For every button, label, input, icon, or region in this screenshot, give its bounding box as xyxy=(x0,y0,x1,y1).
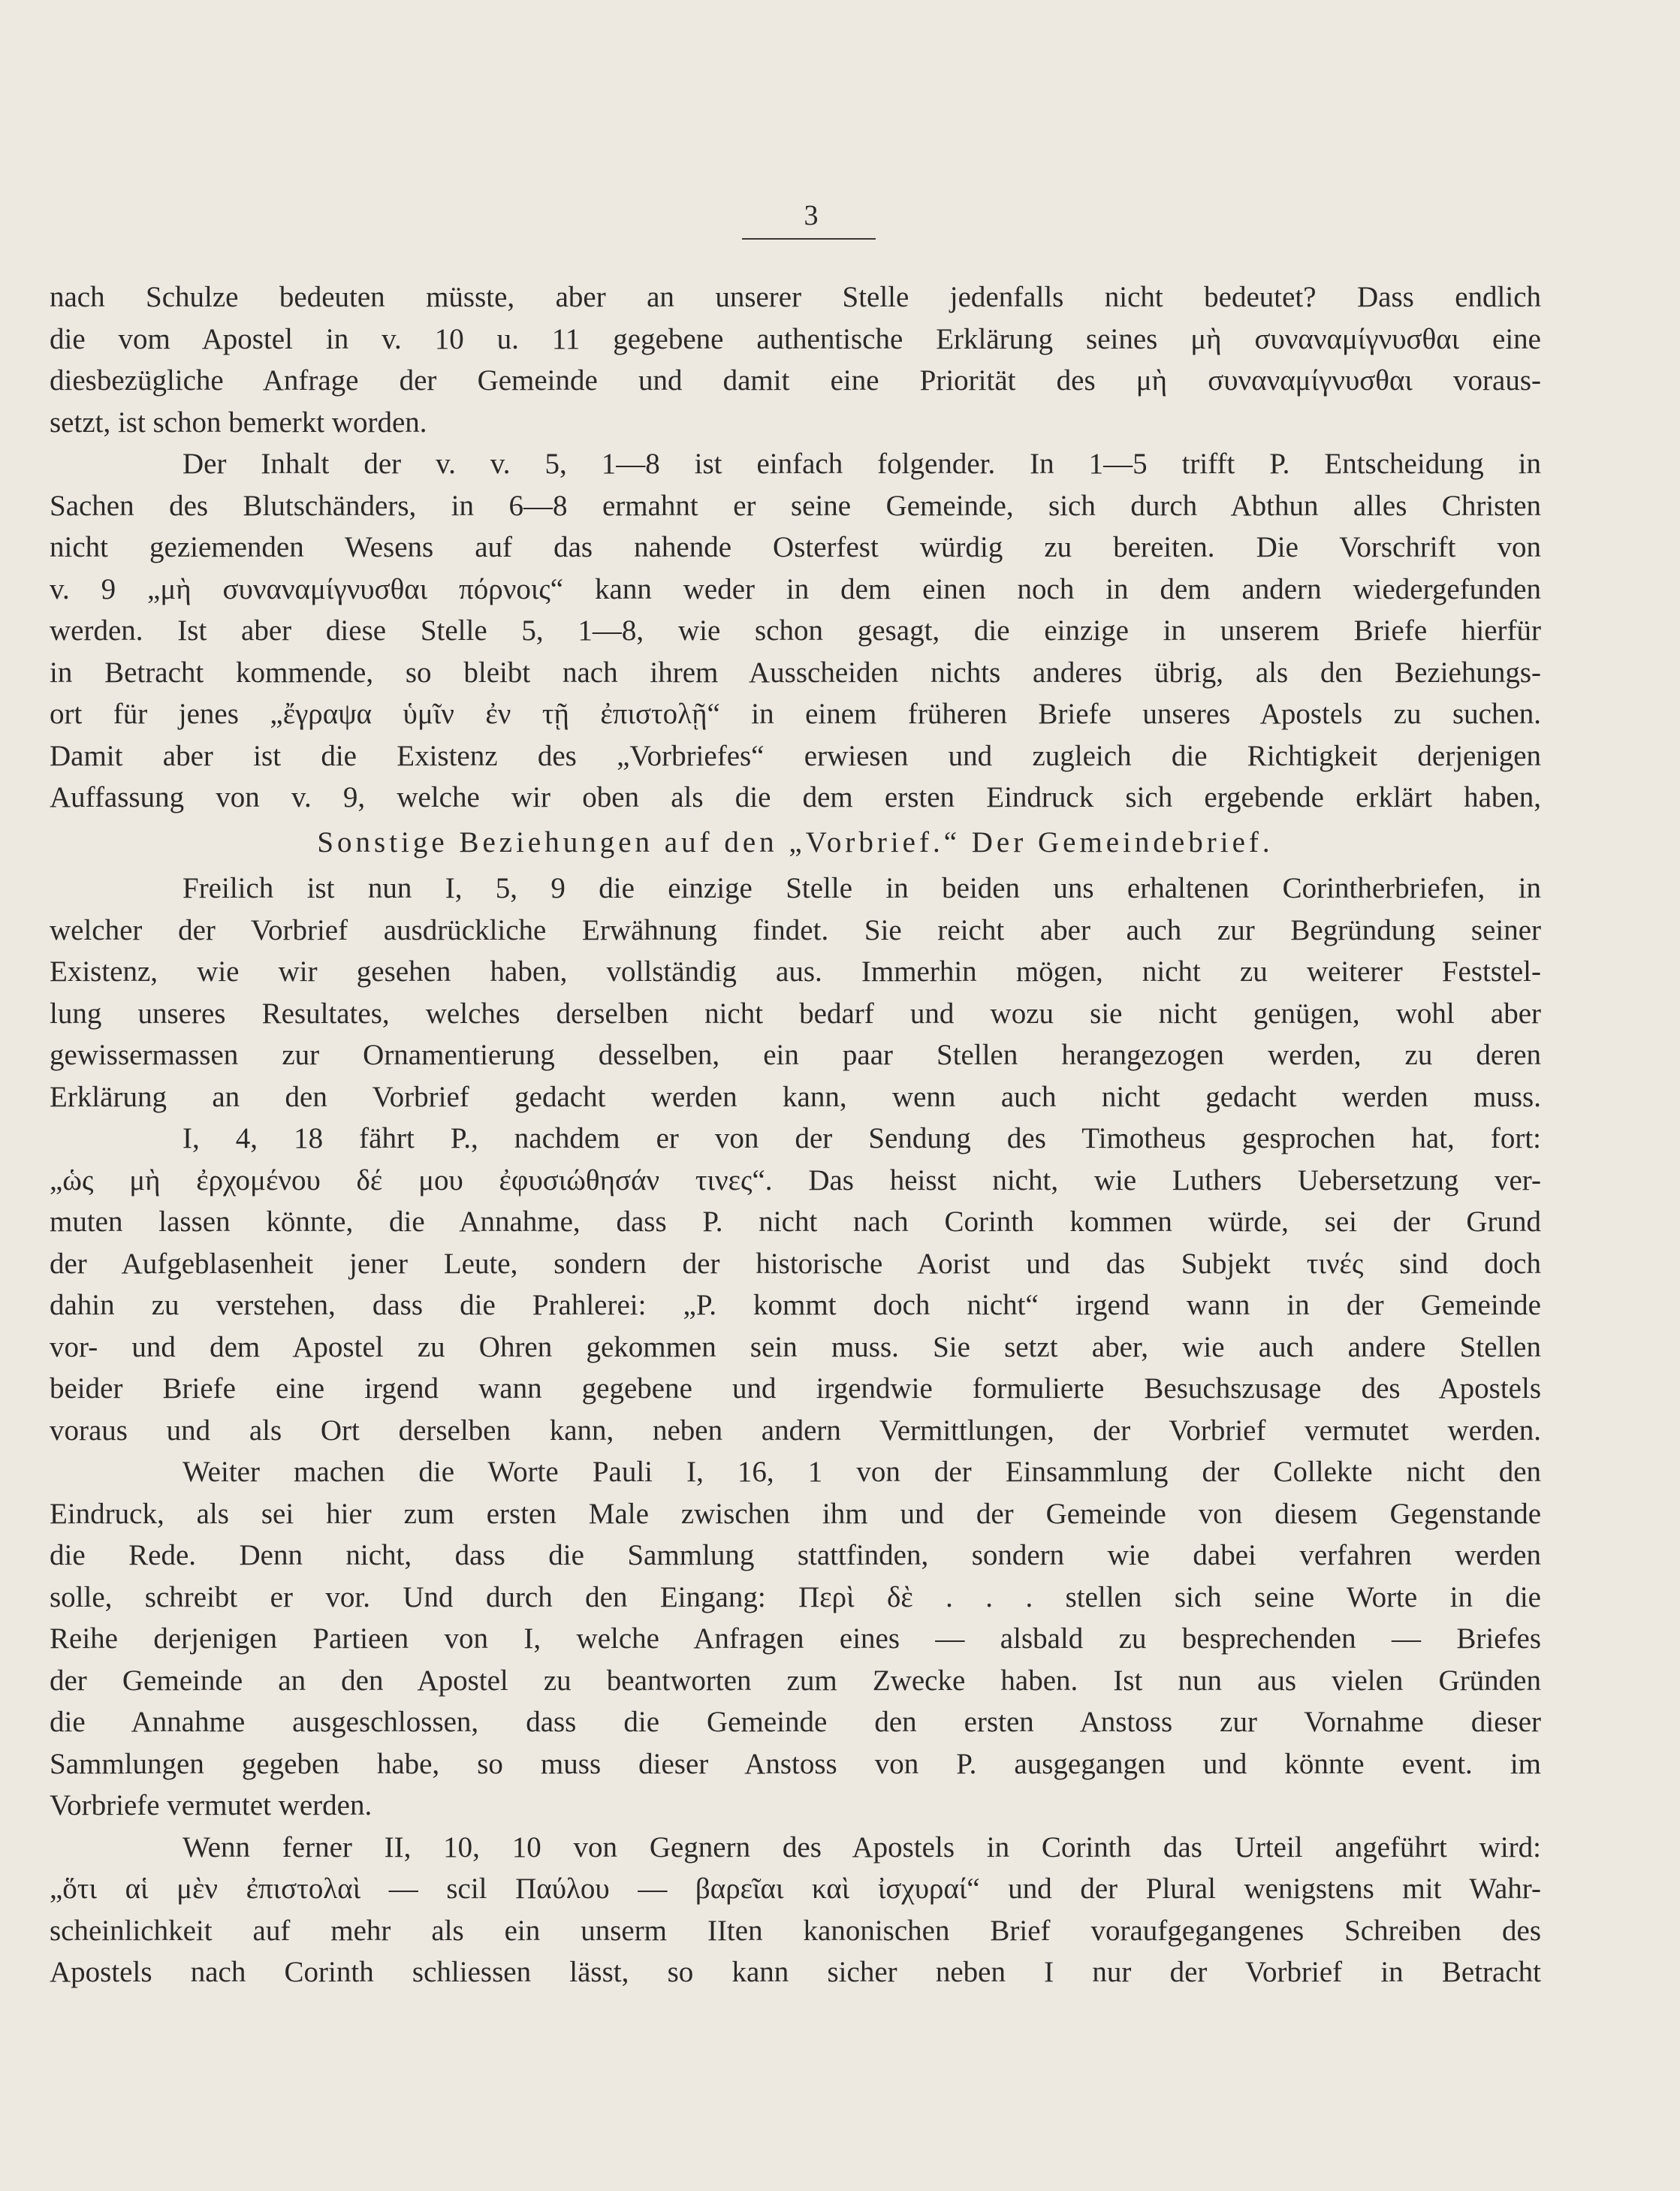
text-line: setzt, ist schon bemerkt worden. xyxy=(50,406,427,439)
text-line: lung unseres Resultates, welches derselben nicht bedarf und wozu sie nicht genügen, wohl aber xyxy=(50,997,1541,1030)
text-line: werden. Ist aber diese Stelle 5, 1—8, wie schon gesagt, die einzige in unserem Briefe hierfür xyxy=(50,614,1541,647)
text-line: Der Inhalt der v. v. 5, 1—8 ist einfach folgender. In 1—5 trifft P. Entscheidung in xyxy=(182,448,1541,480)
text-line: scheinlichkeit auf mehr als ein unserm IIten kanonischen Brief voraufgegangenes Schreiben des xyxy=(50,1914,1541,1947)
text-line: „ὡς μὴ ἐρχομένου δέ μου ἐφυσιώθησάν τινες“. Das heisst nicht, wie Luthers Uebersetzung ver- xyxy=(50,1163,1541,1197)
text-line: beider Briefe eine irgend wann gegebene und irgendwie formulierte Besuchszusage des Apostels xyxy=(50,1372,1541,1405)
text-line: diesbezügliche Anfrage der Gemeinde und damit eine Priorität des μὴ συναναμίγνυσθαι voraus- xyxy=(50,364,1541,397)
text-line: v. 9 „μὴ συναναμίγνυσθαι πόρνοις“ kann weder in dem einen noch in dem andern wiedergefunden xyxy=(50,572,1541,605)
text-line: die vom Apostel in v. 10 u. 11 gegebene authentische Erklärung seines μὴ συναναμίγνυσθαι eine xyxy=(50,322,1541,355)
page-number: 3 xyxy=(804,200,819,231)
text-line: voraus und als Ort derselben kann, neben andern Vermittlungen, der Vorbrief vermutet werden. xyxy=(50,1414,1541,1447)
text-line: dahin zu verstehen, dass die Prahlerei: „P. kommt doch nicht“ irgend wann in der Gemeinde xyxy=(50,1289,1541,1321)
text-line: der Gemeinde an den Apostel zu beantworten zum Zwecke haben. Ist nun aus vielen Gründen xyxy=(50,1664,1541,1697)
text-line: Sammlungen gegeben habe, so muss dieser Anstoss von P. ausgegangen und könnte event. im xyxy=(50,1747,1541,1780)
text-line: Eindruck, als sei hier zum ersten Male zwischen ihm und der Gemeinde von diesem Gegenstande xyxy=(50,1497,1541,1530)
text-line: „ὅτι αἱ μὲν ἐπιστολαὶ — scil Παύλου — βαρεῖαι καὶ ἰσχυραί“ und der Plural wenigstens mit Wahr- xyxy=(50,1873,1541,1905)
text-line: muten lassen könnte, die Annahme, dass P. nicht nach Corinth kommen würde, sei der Grund xyxy=(50,1206,1541,1238)
text-line: Erklärung an den Vorbrief gedacht werden kann, wenn auch nicht gedacht werden muss. xyxy=(50,1080,1541,1113)
text-line: Wenn ferner II, 10, 10 von Gegnern des Apostels in Corinth das Urteil angeführt wird: xyxy=(182,1830,1541,1864)
text-line: Reihe derjenigen Partieen von I, welche Anfragen eines — alsbald zu besprechenden — Briefes xyxy=(50,1622,1541,1655)
text-line: ort für jenes „ἔγραψα ὑμῖν ἐν τῇ ἐπιστολῇ“ in einem früheren Briefe unseres Apostels zu suchen. xyxy=(50,698,1541,730)
text-line: Sachen des Blutschänders, in 6—8 ermahnt er seine Gemeinde, sich durch Abthun alles Christen xyxy=(50,489,1541,522)
text-line: I, 4, 18 fährt P., nachdem er von der Sendung des Timotheus gesprochen hat, fort: xyxy=(182,1122,1541,1154)
text-line: solle, schreibt er vor. Und durch den Eingang: Περὶ δὲ . . . stellen sich seine Worte in die xyxy=(50,1580,1541,1613)
page-number-rule xyxy=(742,238,876,240)
text-line: die Rede. Denn nicht, dass die Sammlung stattfinden, sondern wie dabei verfahren werden xyxy=(50,1539,1541,1571)
text-line: in Betracht kommende, so bleibt nach ihrem Ausscheiden nichts anderes übrig, als den Beziehungs- xyxy=(50,656,1541,689)
text-line: Apostels nach Corinth schliessen lässt, so kann sicher neben I nur der Vorbrief in Betracht xyxy=(50,1956,1541,1988)
text-line: nach Schulze bedeuten müsste, aber an unserer Stelle jedenfalls nicht bedeutet? Dass endlich xyxy=(50,281,1541,313)
text-line: Freilich ist nun I, 5, 9 die einzige Stelle in beiden uns erhaltenen Corintherbriefen, in xyxy=(182,872,1541,904)
text-line: Weiter machen die Worte Pauli I, 16, 1 von der Einsammlung der Collekte nicht den xyxy=(182,1456,1541,1488)
text-line: Existenz, wie wir gesehen haben, vollständig aus. Immerhin mögen, nicht zu weiterer Feststel- xyxy=(50,955,1541,988)
text-line: Damit aber ist die Existenz des „Vorbriefes“ erwiesen und zugleich die Richtigkeit derjenigen xyxy=(50,739,1541,772)
text-line: welcher der Vorbrief ausdrückliche Erwähnung findet. Sie reicht aber auch zur Begründung seiner xyxy=(50,913,1541,946)
text-line: vor- und dem Apostel zu Ohren gekommen sein muss. Sie setzt aber, wie auch andere Stellen xyxy=(50,1330,1541,1363)
body-text xyxy=(50,276,1541,1993)
text-line: Auffassung von v. 9, welche wir oben als die dem ersten Eindruck sich ergebende erklärt haben, xyxy=(50,781,1541,813)
text-line: nicht geziemenden Wesens auf das nahende Osterfest würdig zu bereiten. Die Vorschrift von xyxy=(50,531,1541,563)
text-line: der Aufgeblasenheit jener Leute, sondern der historische Aorist und das Subjekt τινές sind doch xyxy=(50,1247,1541,1280)
section-heading: Sonstige Beziehungen auf den „Vorbrief.“ Der Gemeindebrief. xyxy=(317,825,1274,859)
text-line: die Annahme ausgeschlossen, dass die Gemeinde den ersten Anstoss zur Vornahme dieser xyxy=(50,1706,1541,1738)
text-line: Vorbriefe vermutet werden. xyxy=(50,1789,372,1821)
text-line: gewissermassen zur Ornamentierung desselben, ein paar Stellen herangezogen werden, zu deren xyxy=(50,1039,1541,1071)
